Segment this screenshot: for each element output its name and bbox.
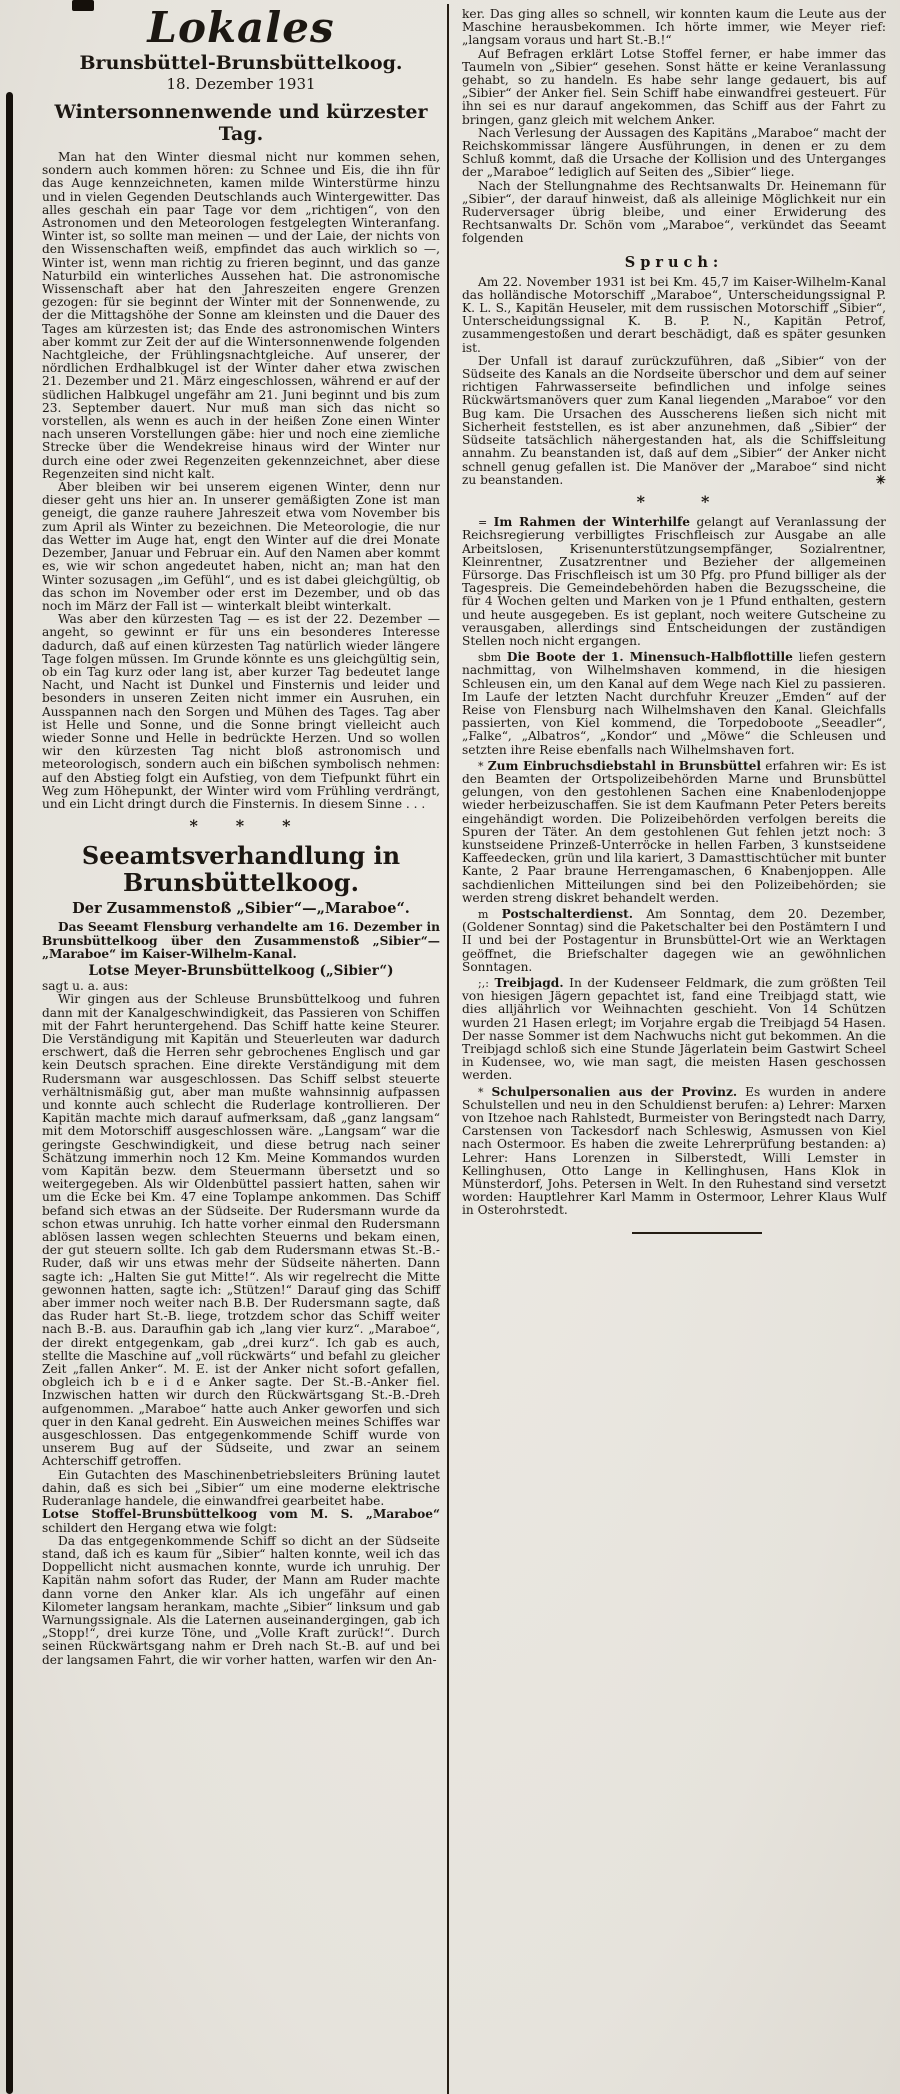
paragraph: Nach Verlesung der Aussagen des Kapitäns „Maraboe“ macht der Reichskommissar längere Ausführungen, in denen er zu dem Schluß kommt, daß die Ursache der Kollision und des Unterganges der „Maraboe“ lediglich auf Seiten des „Sibier“ liege. (462, 125, 886, 180)
news-body: liefen gestern nachmittag, von Wilhelmshaven kommend, in die hiesigen Schleusen ein, um den Kanal auf dem Wege nach Kiel zu passieren. Im Laufe der letzten Nacht durchfuhr Kreuzer „Emden“ auf der Reise von Flensburg nach Wilhelmshaven den Kanal. Gleichfalls passierten, von Kiel kommend, die Torpedoboote „Seeadler“, „Falke“, „Albatros“, „Kondor“ und „Möwe“ die Schleusen und setzten ihre Reise ebenfalls nach Wilhelmshaven fort. (462, 650, 887, 757)
right-column (462, 8, 886, 1234)
column-divider-rule (447, 4, 449, 2094)
paragraph: Ein Gutachten des Maschinenbetriebsleiters Brüning lautet dahin, daß es sich bei „Sibier“ um eine moderne elektrische Ruderanlage handele, die einwandfrei gearbeitet habe. (42, 1467, 440, 1509)
article-wintersonnenwende (42, 101, 440, 836)
news-sigil: = (478, 516, 488, 530)
news-sigil: * (478, 759, 484, 773)
witness-paragraph (42, 1508, 440, 1534)
news-item (462, 908, 886, 974)
paragraph: Was aber den kürzesten Tag — es ist der 22. Dezember — angeht, so gewinnt er für uns ein besonderes Interesse dadurch, daß auf einen kürzesten Tag natürlich wieder längere Tage folgen müssen. Im Grunde könnte es uns gleichgültig sein, ob ein Tag kurz oder lang ist, aber kurzer Tag bedeutet lange Nacht, und Nacht ist Dunkel und Finsternis und leider und besonders in unseren Zeiten nicht immer ein Ausruhen, ein Ausspannen nach den Sorgen und Mühen des Tages. Tag aber ist Helle und Sonne, und die Sonne bringt vielleicht auch wieder Sonne und Helle in bedrückte Herzen. Und so wollen wir den kürzesten Tag nicht bloß astronomisch und meteorologisch, sondern auch ein bißchen symbolisch nehmen: auf den Abstieg folgt ein Aufstieg, von dem Tiefpunkt führt ein Weg zum Höhepunkt, der Winter wird vom Frühling verdrängt, und ein Licht dringt durch die Finsternis. In diesem Sinne . . . (42, 612, 440, 811)
paragraph: Nach der Stellungnahme des Rechtsanwalts Dr. Heinemann für „Sibier“, der darauf hinweist, daß als alleinige Möglichkeit nur ein Ruderversager übrig bleibe, und einer Erwiderung des Rechtsanwalts Dr. Schön vom „Maraboe“, verkündet das Seeamt folgenden (462, 178, 886, 246)
testimony-paragraph: Da das entgegenkommende Schiff so dicht an der Südseite stand, daß ich es kaum für „Sibier“ halten konnte, weil ich das Doppellicht nicht ausmachen konnte, wurde ich unruhig. Der Kapitän nahm sofort das Ruder, der Mann am Ruder machte dann vorne den Anker klar. Als ich ungefähr auf einen Kilometer langsam herankam, machte „Sibier“ linksum und gab Warnungssignale. Als die Laternen auseinandergingen, gab ich „Stopp!“, drei kurze Töne, und „Volle Kraft zurück!“. Durch seinen Rückwärtsgang nahm er Dreh nach St.-B. auf und bei der langsamen Fahrt, die wir vorher hatten, warfen wir den An- (42, 1533, 440, 1667)
asterisk-mark: ✳ (875, 472, 886, 487)
news-body: gelangt auf Veranlassung der Reichsregierung verbilligtes Frischfleisch zur Ausgabe an alle Arbeitslosen, Krisenunterstützungsempfänger, Sozialrentner, Kleinrentner, Zusatzrentner und Bezieher der allgemeinen Fürsorge. Das Frischfleisch ist um 30 Pfg. pro Pfund billiger als der Tagespreis. Die Gemeindebehörden haben die Bezugsscheine, die für 4 Wochen gelten und Marken von je 1 Pfund enthalten, gestern und heute ausgegeben. Es ist geplant, noch weitere Gutscheine zu verausgaben, allerdings sind Entscheidungen der zuständigen Stellen noch nicht ergangen. (462, 515, 887, 648)
paragraph: Man hat den Winter diesmal nicht nur kommen sehen, sondern auch kommen hören: zu Schnee und Eis, die ihn für das Auge kennzeichneten, kamen milde Winterstürme hinzu und in vielen Gegenden Deutschlands auch Wintergewitter. Das alles geschah ein paar Tage vor dem „richtigen“, von den Astronomen und den Meteorologen festgelegten Winteranfang. Winter ist, so sollte man meinen — und der Laie, der nichts von den Wissenschaften weiß, empfindet das auch wirklich so —, Winter ist, wenn man richtig zu frieren beginnt, und das ganze Naturbild ein winterliches Aussehen hat. Die astronomische Wissenschaft aber hat den Jahreszeiten engere Grenzen gezogen: für sie beginnt der Winter mit der Sonnenwende, zu der die Mittagshöhe der Sonne am kleinsten und die Dauer des Tages am kürzesten ist; das Ende des astronomischen Winters aber kommt zur Zeit der auf die Wintersonnenwende folgenden Nachtgleiche, der Frühlingsnachtgleiche. Auf unserer, der nördlichen Erdhalbkugel ist der Winter daher etwa zwischen 21. Dezember und 21. März eingeschlossen, während er auf der südlichen Halbkugel ungefähr am 21. Juni beginnt und bis zum 23. September dauert. Nur muß man sich das nicht so vorstellen, als wenn es auch in der heißen Zone einen Winter nach unseren Vorstellungen gäbe: hier und noch eine ziemliche Strecke über die Wendekreise hinaus wird der Winter nur durch eine oder zwei Regenzeiten gekennzeichnet, aber diese Regenzeiten sind nicht kalt. (42, 150, 440, 481)
article-title: Seeamtsverhandlung in Brunsbüttelkoog. (81, 841, 401, 898)
asterisk-separator: * * (636, 491, 712, 511)
article-seeamtsverhandlung (42, 842, 440, 1666)
news-item (462, 760, 886, 905)
verdict-text: Der Unfall ist darauf zurückzuführen, daß „Sibier“ von der Südseite des Kanals an die Nordseite überschor und dem auf seiner richtigen Fahrwasserseite befindlichen und infolge seines Rückwärtsmanövers quer zum Kanal liegenden „Maraboe“ vor den Bug kam. Die Ursachen des Ausscherens ließen sich nicht mit Sicherheit feststellen, es ist aber anzunehmen, daß „Sibier“ der Südseite tatsächlich nähergestanden hat, als die Schiffsleitung annahm. Zu beanstanden ist, daß auf dem „Sibier“ der Anker nicht schnell genug gefallen ist. Die Manöver der „Maraboe“ sind nicht zu beanstanden. (462, 353, 886, 487)
news-item (462, 516, 886, 648)
witness-lead-in: sagt u. a. aus: (42, 979, 129, 994)
testimony-paragraph: Wir gingen aus der Schleuse Brunsbüttelkoog und fuhren dann mit der Kanalgeschwindigkeit, das Passieren von Schiffen mit der Fahrt heruntergehend. Das Schiff hatte keine Steurer. Die Verständigung mit Kapitän und Steuerleuten war dadurch erschwert, daß die Herren sehr gebrochenes Englisch und gar kein Deutsch sprachen. Eine direkte Verständigung mit dem Rudersmann war ausgeschlossen. Das Schiff selbst steuerte verhältnismäßig gut, aber man mußte wahnsinnig aufpassen und konnte auch schlecht die Ruderlage kontrollieren. Der Kapitän machte mich darauf aufmerksam, daß „ganz langsam“ mit dem Motorschiff ausgeschlossen wäre. „Langsam“ war die geringste Geschwindigkeit, und diese betrug nach seiner Schätzung immerhin noch 12 Km. Meine Kommandos wurden vom Kapitän bezw. dem Steuermann übersetzt und so weitergegeben. Als wir Oldenbüttel passiert hatten, sahen wir um die Ecke bei Km. 47 eine Toplampe ankommen. Das Schiff befand sich etwas an der Südseite. Der Rudersmann wurde da schon etwas unruhig. Ich hatte vorher einmal den Rudersmann ablösen lassen wegen schlechten Steuerns und bekam einen, der gut steuern sollte. Ich gab dem Rudersmann etwas St.-B.-Ruder, daß wir uns etwas mehr der Südseite näherten. Dann sagte ich: „Halten Sie gut Mitte!“. Als wir regelrecht die Mitte gewonnen hatten, sagte ich: „Stützen!“ Darauf ging das Schiff aber immer noch weiter nach B.B. Der Rudersmann sagte, daß das Ruder hart St.-B. liege, trotzdem schor das Schiff weiter nach B.-B. aus. Daraufhin gab ich „lang vier kurz“. „Maraboe“, der direkt entgegenkam, gab „drei kurz“. Ich gab es auch, stellte die Maschine auf „voll rückwärts“ und befahl zu gleicher Zeit „fallen Anker“. M. E. ist der Anker nicht sofort gefallen, obgleich ich b e i d e Anker sagte. Der St.-B.-Anker fiel. Inzwischen hatten wir durch den Rückwärtsgang St.-B.-Dreh aufgenommen. „Maraboe“ hatte auch Anker geworfen und sich quer in den Kanal gedreht. Ein Ausweichen meines Schiffes war ausgeschlossen. Das entgegenkommende Schiff wurde von unserem Bug auf der Südseite, und zwar an seinem Achterschiff getroffen. (42, 992, 440, 1469)
news-lead: Postschalterdienst. (501, 907, 634, 921)
article-subtitle: Der Zusammenstoß „Sibier“—„Maraboe“. (72, 900, 410, 918)
article-title: Wintersonnenwende und kürzester Tag. (54, 101, 428, 145)
left-column (42, 3, 440, 1667)
news-lead: Die Boote der 1. Minensuch-Halbflottille (506, 650, 793, 665)
scan-edge-artifact (6, 92, 13, 2094)
paragraph: Aber bleiben wir bei unserem eigenen Winter, denn nur dieser geht uns hier an. In unserer gemäßigten Zone ist man geneigt, die ganze rauhere Jahreszeit etwa vom November bis zum April als Winter zu bezeichnen. Die Meteorologie, die nur das Wetter im Auge hat, engt den Winter auf die drei Monate Dezember, Januar und Februar ein. Auf den Namen aber kommt es, wie wir schon angedeutet haben, nicht an; man hat den Winter sozusagen „im Gefühl“, und es ist dabei gleichgültig, ob das schon im November oder erst im Dezember, und ob das noch im März der Fall ist — winterkalt bleibt winterkalt. (42, 480, 440, 613)
news-lead: Treibjagd. (494, 976, 564, 991)
news-body: In der Kudenseer Feldmark, die zum größten Teil von hiesigen Jägern gepachtet ist, fand eine Treibjagd statt, wie dies alljährlich vor Weihnachten geschieht. Von 14 Schützen wurden 21 Hasen erlegt; im Vorjahre ergab die Treibjagd 54 Hasen. Der nasse Sommer ist dem Nachwuchs nicht gut bekommen. An die Treibjagd schloß sich eine Stunde Jägerlatein beim Gastwirt Scheel in Kudensee, wo, wie man sagt, die meisten Hasen geschossen werden. (462, 976, 887, 1083)
section-title: Lokales (147, 3, 335, 52)
news-sigil: m (478, 908, 489, 921)
masthead-date: 18. Dezember 1931 (166, 75, 316, 93)
news-item (462, 651, 886, 757)
news-body: Am Sonntag, dem 20. Dezember, (Goldener Sonntag) sind die Paketschalter bei den Postämtern I und II und bei der Postagentur in Brunsbüttel-Ort wie an Werktagen geöffnet, die Briefschalter dagegen wie an gewöhnlichen Sonntagen. (462, 907, 886, 974)
news-lead: Schulpersonalien aus der Provinz. (491, 1084, 738, 1099)
news-lead: Zum Einbruchsdiebstahl in Brunsbüttel (487, 758, 762, 773)
paragraph: Auf Befragen erklärt Lotse Stoffel ferner, er habe immer das Taumeln von „Sibier“ gesehen. Sonst hätte er keine Veranlassung gehabt, so zu handeln. Es habe sehr lange gedauert, bis auf „Sibier“ der Anker fiel. Sein Schiff habe einwandfrei gesteuert. Für ihn sei es nur darauf angekommen, das Schiff aus der Fahrt zu bringen, ganz gleich mit welchem Anker. (462, 46, 886, 127)
news-sigil: ;,: (478, 977, 489, 991)
verdict-heading: Spruch: (624, 253, 724, 271)
masthead (42, 3, 440, 93)
news-body: Es wurden in andere Schulstellen und neu in den Schuldienst berufen: a) Lehrer: Marxen von Itzehoe nach Rahlstedt, Burmeister von Beringstedt nach Darry, Carstensen von Tackesdorf nach Schleswig, Asmussen von Kiel nach Ostermoor. Es haben die zweite Lehrerprüfung bestanden: a) Lehrer: Hans Lorenzen in Silberstedt, Willi Lemster in Kellinghusen, Otto Lange in Kellinghusen, Hans Klok in Münsterdorf, Johs. Petersen in Welt. In den Ruhestand sind versetzt worden: Hauptlehrer Karl Mamm in Ostermoor, Lehrer Klaus Wulf in Osterohrstedt. (462, 1084, 887, 1218)
witness-lead-in: schildert den Hergang etwa wie folgt: (42, 1520, 277, 1535)
news-item (462, 977, 886, 1083)
news-sigil: * (478, 1085, 484, 1099)
news-body: erfahren wir: Es ist den Beamten der Ortspolizeibehörden Marne und Brunsbüttel gelungen, von den gestohlenen Sachen eine Knabenlodenjoppe wieder herbeizuschaffen. Sie ist dem Kaufmann Peter Peters bereits eingehändigt worden. Die Polizeibehörden verfolgen bereits die Spuren der Täter. An dem gestohlenen Gut fehlen jetzt noch: 3 kunstseidene Prinzeß-Unterröcke in hellen Farben, 3 kunstseidene Kaffeedecken, grün und lila kariert, 3 Damasttischtücher mit bunter Kante, 2 Paar braune Herrengamaschen, 6 Knabenjoppen. Alle sachdienlichen Mitteilungen sind bei den Polizeibehörden; sie werden streng diskret behandelt werden. (462, 758, 886, 905)
witness-name: Lotse Stoffel-Brunsbüttelkoog vom M. S. „Maraboe“ (42, 1507, 440, 1522)
masthead-place: Brunsbüttel-Brunsbüttelkoog. (79, 52, 403, 74)
verdict-paragraph (462, 355, 886, 487)
news-item (462, 1086, 886, 1218)
continuation-paragraph: ker. Das ging alles so schnell, wir konnten kaum die Leute aus der Maschine herausbekommen. Ich hörte immer, wie Meyer rief: „langsam voraus und hart St.-B.!“ (462, 7, 886, 48)
news-sigil: sbm (478, 651, 502, 665)
verdict-paragraph: Am 22. November 1931 ist bei Km. 45,7 im Kaiser-Wilhelm-Kanal das holländische Motorschiff „Maraboe“, Unterscheidungssignal P. K. L. S., Kapitän Heuseler, mit dem russischen Motorschiff „Sibier“, Unterscheidungssignal K. B. P. N., Kapitän Petrof, zusammengestoßen und derart beschädigt, daß es später gesunken ist. (462, 274, 886, 355)
article-intro: Das Seeamt Flensburg verhandelte am 16. Dezember in Brunsbüttelkoog über den Zusammenstoß „Sibier“— „Maraboe“ im Kaiser-Wilhelm-Kanal. (42, 920, 440, 961)
asterisk-separator: * * * (189, 816, 293, 836)
witness-heading: Lotse Meyer-Brunsbüttelkoog („Sibier“) (88, 962, 394, 979)
news-lead: Im Rahmen der Winterhilfe (493, 515, 690, 530)
end-of-section-rule (632, 1232, 762, 1234)
